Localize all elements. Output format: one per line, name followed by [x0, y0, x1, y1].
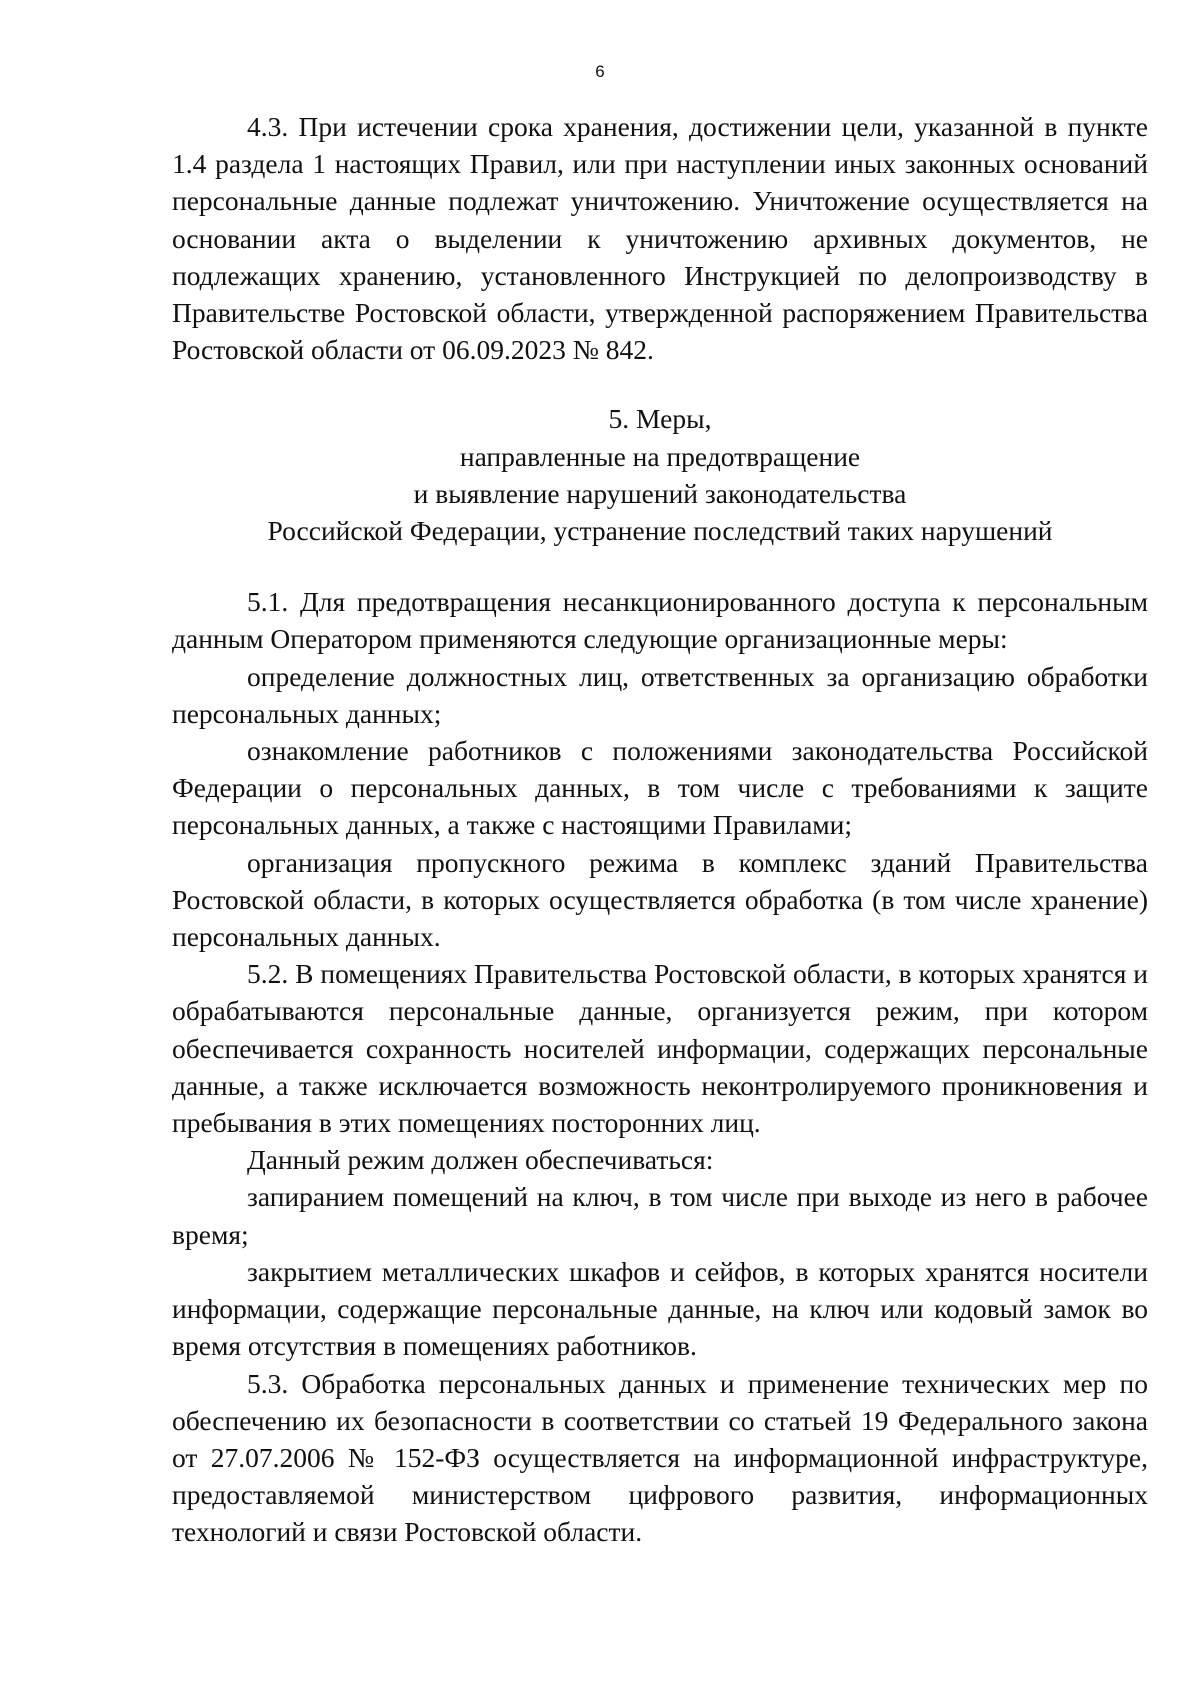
section-5-heading-line: и выявление нарушений законодательства — [413, 477, 907, 509]
document-body — [172, 108, 1148, 1551]
list-item-measure: определение должностных лиц, ответственных за организацию обработки персональных данных; — [172, 660, 1148, 729]
paragraph-4-3: 4.3. При истечении срока хранения, достижении цели, указанной в пункте 1.4 раздела 1 настоящих Правил, или при наступлении иных законных оснований персональные данные подлежат уничтожению. Уничтожение осуществляется на основании акта о выделении к уничтожению архивных документов, не подлежащих хранению, установленного Инструкцией по делопроизводству в Правительстве Ростовской области, утвержденной распоряжением Правительства Ростовской области от 06.09.2023 № 842. — [172, 111, 1148, 366]
paragraph-5-1: 5.1. Для предотвращения несанкционированного доступа к персональным данным Оператором применяются следующие организационные меры: — [172, 586, 1148, 655]
section-5-heading-line: 5. Меры, — [608, 403, 712, 435]
list-item-measure: организация пропускного режима в комплекс зданий Правительства Ростовской области, в которых осуществляется обработка (в том числе хранение) персональных данных. — [172, 846, 1148, 953]
section-5-heading-line: направленные на предотвращение — [459, 440, 861, 472]
section-5-heading — [172, 400, 1148, 549]
paragraph-5-3: 5.3. Обработка персональных данных и применение технических мер по обеспечению их безопасности в соответствии со статьей 19 Федерального закона от 27.07.2006 № 152-ФЗ осуществляется на информационной инфраструктуре, предоставляемой министерством цифрового развития, информационных технологий и связи Ростовской области. — [172, 1367, 1148, 1548]
paragraph-regime-intro: Данный режим должен обеспечиваться: — [247, 1144, 714, 1176]
section-5-heading-line: Российской Федерации, устранение последствий таких нарушений — [267, 515, 1053, 547]
list-item-regime: запиранием помещений на ключ, в том числе при выходе из него в рабочее время; — [172, 1181, 1148, 1250]
list-item-measure: ознакомление работников с положениями законодательства Российской Федерации о персональных данных, в том числе с требованиями к защите персональных данных, а также с настоящими Правилами; — [172, 735, 1148, 841]
list-item-regime: закрытием металлических шкафов и сейфов, в которых хранятся носители информации, содержащие персональные данные, на ключ или кодовый замок во время отсутствия в помещениях работников. — [172, 1255, 1148, 1362]
paragraph-5-2: 5.2. В помещениях Правительства Ростовской области, в которых хранятся и обрабатываются персональные данные, организуется режим, при котором обеспечивается сохранность носителей информации, содержащих персональные данные, а также исключается возможность неконтролируемого проникновения и пребывания в этих помещениях посторонних лиц. — [172, 958, 1148, 1139]
page-number: 6 — [595, 62, 605, 81]
